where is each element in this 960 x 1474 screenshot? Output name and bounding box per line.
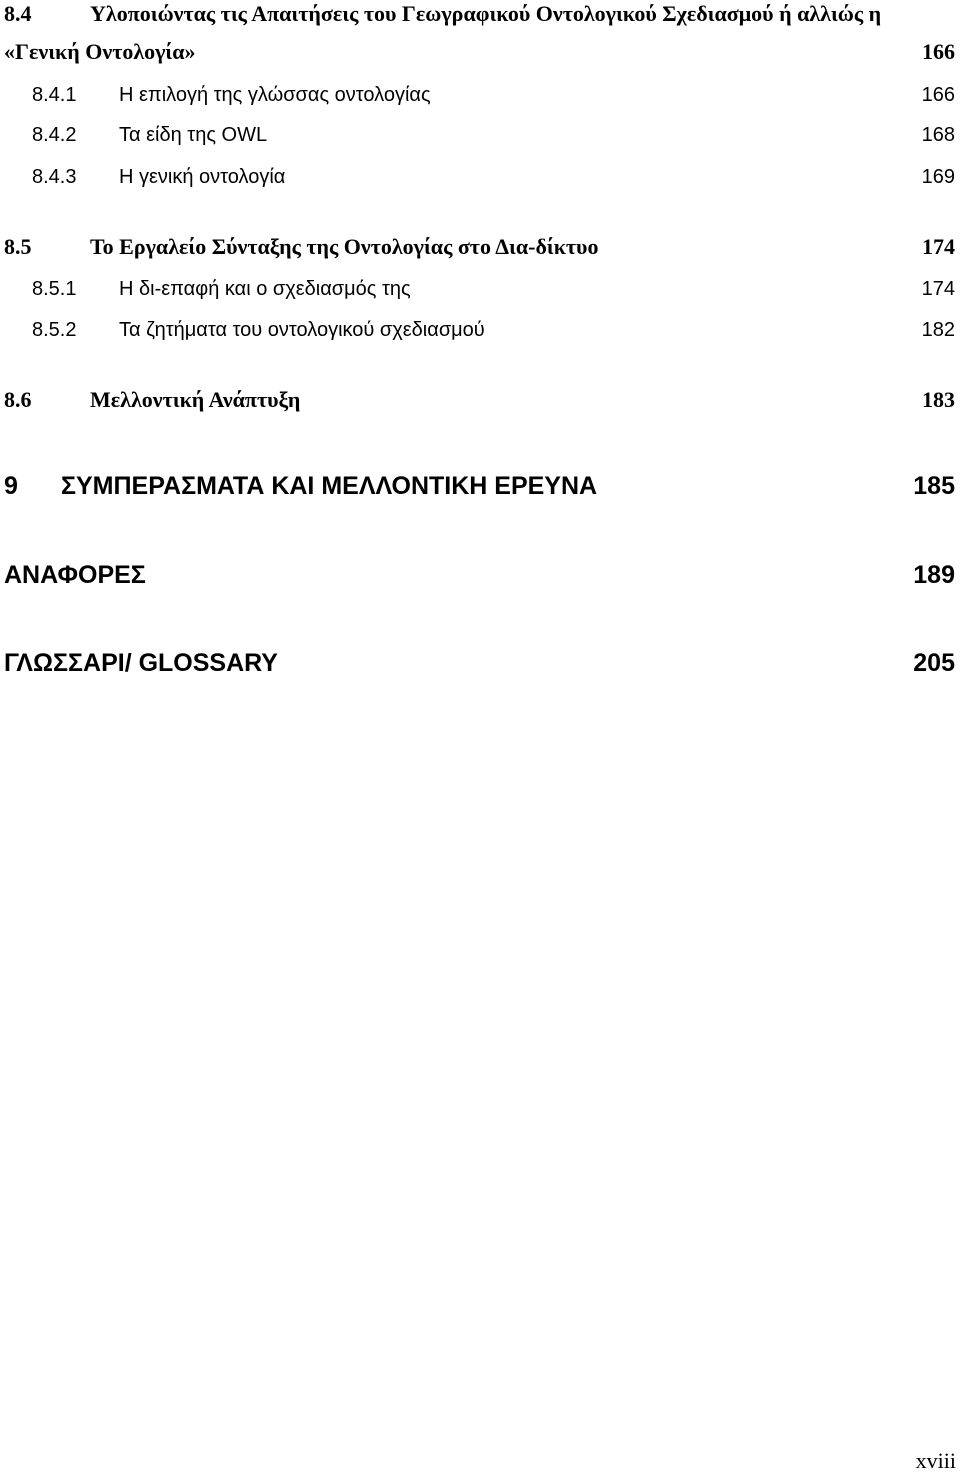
toc-entry-title: Η δι-επαφή και ο σχεδιασμός της bbox=[119, 278, 411, 300]
toc-entry-page: 169 bbox=[921, 166, 955, 188]
toc-entry-title: Μελλοντική Ανάπτυξη bbox=[90, 387, 301, 412]
toc-entry-page: 183 bbox=[922, 387, 955, 412]
toc-entry-title: Το Εργαλείο Σύνταξης της Οντολογίας στο Δια-δίκτυο bbox=[90, 234, 599, 259]
toc-entry-references[interactable] bbox=[0, 559, 955, 591]
toc-entry-page: 166 bbox=[921, 84, 955, 106]
toc-entry-page: 168 bbox=[921, 124, 955, 146]
toc-entry-number: 8.6 bbox=[4, 387, 32, 412]
toc-entry-number: 8.5.2 bbox=[32, 319, 77, 341]
toc-entry-8-6[interactable] bbox=[0, 386, 955, 414]
toc-entry-number: 8.5.1 bbox=[32, 278, 77, 300]
toc-entry-number: 9 bbox=[4, 472, 18, 500]
toc-entry-title: Η επιλογή της γλώσσας οντολογίας bbox=[119, 84, 431, 106]
toc-entry-page: 205 bbox=[913, 649, 955, 677]
toc-entry-8-5-2[interactable] bbox=[0, 317, 955, 343]
toc-entry-number: 8.5 bbox=[4, 234, 32, 259]
toc-entry-page: 189 bbox=[913, 561, 955, 589]
toc-entry-8-4[interactable] bbox=[0, 0, 955, 28]
toc-entry-title: Τα ζητήματα του οντολογικού σχεδιασμού bbox=[119, 319, 485, 341]
toc-entry-title-continuation: «Γενική Οντολογία» bbox=[4, 39, 196, 64]
toc-entry-title: Τα είδη της OWL bbox=[119, 124, 268, 146]
toc-entry-page: 185 bbox=[913, 472, 955, 500]
toc-entry-page: 182 bbox=[921, 319, 955, 341]
toc-entry-8-4-1[interactable] bbox=[0, 82, 955, 108]
toc-entry-page: 174 bbox=[921, 278, 955, 300]
toc-entry-title: Υλοποιώντας τις Απαιτήσεις του Γεωγραφικού Οντολογικού Σχεδιασμού ή αλλιώς η bbox=[90, 1, 882, 26]
toc-entry-page: 166 bbox=[922, 39, 955, 64]
toc-entry-8-5[interactable] bbox=[0, 233, 955, 261]
toc-entry-8-4-3[interactable] bbox=[0, 164, 955, 190]
toc-entry-title: Η γενική οντολογία bbox=[119, 166, 286, 188]
toc-entry-title: ΣΥΜΠΕΡΑΣΜΑΤΑ ΚΑΙ ΜΕΛΛΟΝΤΙΚΗ ΕΡΕΥΝΑ bbox=[61, 472, 598, 500]
toc-entry-title: ΑΝΑΦΟΡΕΣ bbox=[4, 561, 146, 589]
page-number: xviii bbox=[915, 1448, 956, 1473]
toc-entry-page: 174 bbox=[922, 234, 955, 259]
toc-entry-number: 8.4 bbox=[4, 1, 32, 26]
toc-entry-number: 8.4.2 bbox=[32, 124, 77, 146]
toc-entry-number: 8.4.1 bbox=[32, 84, 77, 106]
toc-entry-8-4-2[interactable] bbox=[0, 122, 955, 148]
toc-entry-8-5-1[interactable] bbox=[0, 276, 955, 302]
toc-entry-8-4-continuation[interactable] bbox=[0, 38, 955, 66]
toc-entry-glossary[interactable] bbox=[0, 647, 955, 679]
toc-entry-chapter-9[interactable] bbox=[0, 470, 955, 502]
toc-entry-title: ΓΛΩΣΣΑΡΙ/ GLOSSARY bbox=[4, 649, 278, 677]
toc-entry-number: 8.4.3 bbox=[32, 166, 77, 188]
